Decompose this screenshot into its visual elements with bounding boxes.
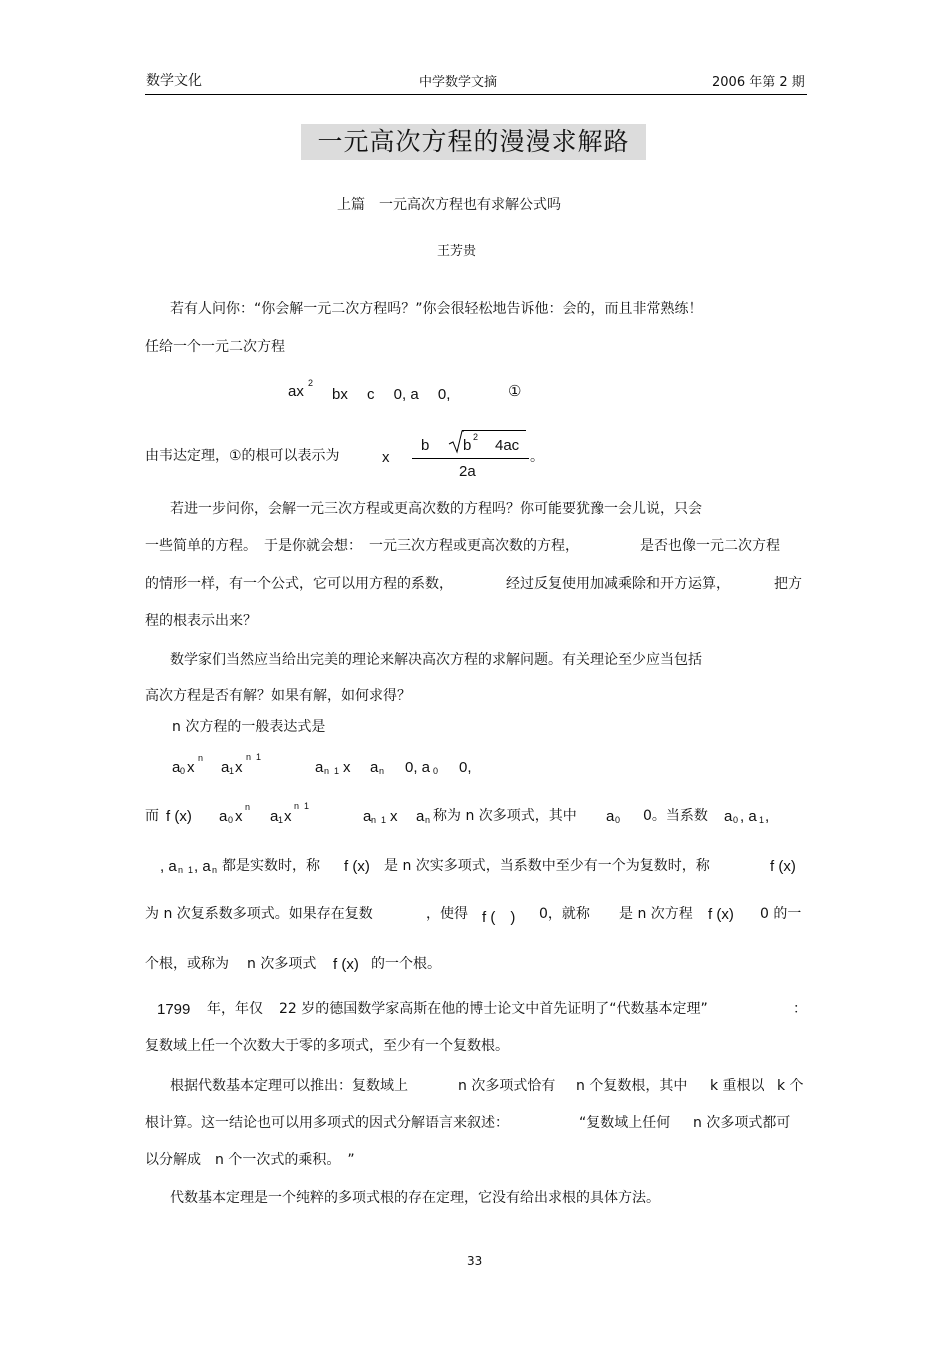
eq2-radicand-b: b [463,437,472,454]
para11-line1a: 根据代数基本定理可以推出：复数域上 [170,1078,408,1094]
para9-text1: 个根，或称为 [145,956,229,972]
eq3-n: n [198,753,204,763]
eq2-4ac: 4ac [495,437,520,454]
para1-line1: 若有人问你：“你会解一元二次方程吗？”你会很轻松地告诉他：会的，而且非常熟练！ [170,301,703,317]
para8-f: f ( ) [482,909,516,926]
sqrt-bar [462,430,526,431]
para7-a: , a [160,858,177,875]
para2-text: 由韦达定理，①的根可以表示为 [145,448,340,464]
eq3-tail-sub: 0 [433,766,439,776]
eq3-a0: a [172,759,181,776]
para7-an: , a [194,858,211,875]
para6-an: a [416,808,425,825]
eq2-period: 。 [530,449,544,465]
para11-line2b: “复数域上任何 [579,1115,671,1131]
para10-text2: 22 岁的德国数学家高斯在他的博士论文中首先证明了“代数基本定理” [279,1001,708,1017]
para6-an-sub: n [425,815,431,825]
para11-line2a: 根计算。这一结论也可以用多项式的因式分解语言来叙述： [145,1115,509,1131]
para10-year: 1799 [157,1001,191,1018]
para8-text1: 为 n 次复系数多项式。如果存在复数 [145,906,373,922]
para6-a1-sub: 1 [278,815,284,825]
para6-xe: x [390,808,398,825]
eq3-an1-sub: n 1 [324,766,340,776]
para3-line2b: 是否也像一元二次方程 [640,538,780,554]
para6-text1: 称为 n 次多项式，其中 [433,808,577,824]
para7-n-sub: n [212,865,218,875]
para7-fx: f (x) [344,858,370,875]
eq1-rest: bx c 0, a 0, [332,386,451,403]
para6-n1: n 1 [294,801,310,811]
para7-text1: 都是实数时，称 [222,858,320,874]
para9-fx: f (x) [333,956,359,973]
para11-line3: 以分解成 n 个一次式的乘积。 ” [145,1152,355,1168]
para11-line1e: k 个 [777,1078,804,1094]
para3-line1: 若进一步问你，会解一元三次方程或更高次数的方程吗？你可能要犹豫一会儿说，只会 [170,501,702,517]
para7-fx2: f (x) [770,858,796,875]
eq3-a0-sub: 0 [180,766,186,776]
para6-coef-a: a [724,808,733,825]
eq2-x: x [382,449,390,466]
eq3-x: x [187,759,195,776]
para3-line3c: 把方 [774,576,802,592]
para1-line2: 任给一个一元二次方程 [145,339,285,355]
author: 王芳贵 [437,244,477,259]
para11-line2c: n 次多项式都可 [693,1115,791,1131]
para10-line2: 复数域上任一个次数大于零的多项式，至少有一个复数根。 [145,1038,509,1054]
para11-line1b: n 次多项式恰有 [458,1078,556,1094]
eq3-xend: x [343,759,351,776]
eq1-exponent: 2 [308,378,314,388]
page-number: 33 [467,1254,483,1268]
para8-text5: 0 的一 [760,906,802,922]
para11-line1c: n 个复数根，其中 [576,1078,688,1094]
eq1-marker: ① [508,383,522,400]
para3-line3b: 经过反复使用加减乘除和开方运算， [506,576,730,592]
para6-a0: a [219,808,228,825]
para10-text: 年，年仅 [207,1001,263,1017]
para8-text2: ，使得 [426,906,468,922]
para6-a0-sub: 0 [228,815,234,825]
eq2-radicand-exp: 2 [473,432,479,442]
para6-coef-a1: , a [740,808,757,825]
para5-line1: n 次方程的一般表达式是 [172,719,326,735]
para6-n: n [245,802,251,812]
para6-coef-1: 1 [759,815,765,825]
para6-a1: a [270,808,279,825]
para11-line1d: k 重根以 [710,1078,765,1094]
para6-x: x [235,808,243,825]
para7-text2: 是 n 次实多项式，当系数中至少有一个为复数时，称 [384,858,710,874]
subtitle: 上篇 一元高次方程也有求解公式吗 [337,197,561,213]
para6-an1-sub: n 1 [371,815,387,825]
para8-text4: 是 n 次方程 [619,906,693,922]
para12-line1: 代数基本定理是一个纯粹的多项式根的存在定理，它没有给出求根的具体方法。 [170,1190,660,1206]
eq3-n1: n 1 [246,752,262,762]
para6-comma: , [765,808,770,825]
para7-n1-sub: n 1 [178,865,194,875]
sqrt-icon [448,430,464,454]
eq3-an1: a [315,759,324,776]
para6-a0b-sub: 0 [615,815,621,825]
para3-line2a: 一些简单的方程。 于是你就会想： 一元三次方程或更高次数的方程， [145,538,579,554]
para9-text2: n 次多项式 [247,956,317,972]
eq3-tail-end: 0, [459,759,472,776]
eq3-a1: a [221,759,230,776]
page-title: 一元高次方程的漫漫求解路 [317,127,630,156]
para4-line1: 数学家们当然应当给出完美的理论来解决高次方程的求解问题。有关理论至少应当包括 [170,652,702,668]
eq3-a1-sub: 1 [229,766,235,776]
eq2-denominator: 2a [459,463,476,480]
para3-line4: 程的根表示出来？ [145,613,257,629]
eq3-x2: x [235,759,243,776]
header-rule [145,94,807,95]
para8-text3: 0，就称 [539,906,590,922]
para4-line2: 高次方程是否有解？如果有解，如何求得？ [145,688,411,704]
para6-text2: 0。当系数 [643,808,708,824]
fraction-bar [412,458,529,459]
para8-fx: f (x) [708,906,734,923]
para10-colon: ： [793,1001,807,1017]
para6-coef-0: 0 [733,815,739,825]
header-journal-name: 中学数学文摘 [419,75,498,90]
eq2-b: b [421,437,430,454]
para6-a0b: a [606,808,615,825]
para3-line3a: 的情形一样，有一个公式，它可以用方程的系数， [145,576,453,592]
eq3-an-sub: n [379,766,385,776]
para6-x2: x [284,808,292,825]
header-issue: 2006 年第 2 期 [712,75,805,90]
para6-fx: f (x) [166,808,192,825]
eq3-tail: 0, a [405,759,431,776]
eq1-ax: ax [288,383,304,400]
para6-er: 而 [145,808,159,824]
para6-an1: a [363,808,372,825]
eq3-an: a [370,759,379,776]
para9-text3: 的一个根。 [371,956,441,972]
header-journal-section: 数学文化 [146,73,202,89]
